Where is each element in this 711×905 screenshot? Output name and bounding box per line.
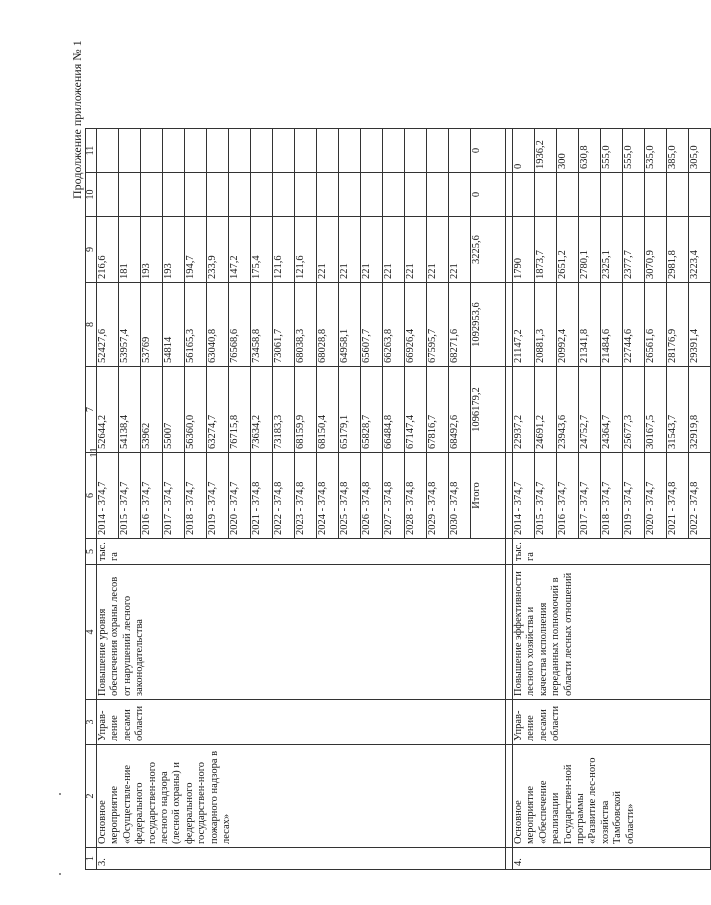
regional-budget-cell: 68271,6 [449, 283, 471, 367]
extra-budget-cell: 1936,2 [535, 129, 557, 173]
total-label: Итого [471, 453, 506, 539]
total-cost-cell: 68159,9 [295, 367, 317, 453]
regional-budget-cell: 56165,3 [185, 283, 207, 367]
local-budget-cell [667, 173, 689, 217]
column-number-6: 6 [86, 453, 97, 539]
regional-budget-cell: 64958,1 [339, 283, 361, 367]
local-budget-cell [557, 173, 579, 217]
total-cost-cell: 73183,3 [273, 367, 295, 453]
period-area-cell: 2014 - 374,7 [513, 453, 535, 539]
local-budget-cell [185, 173, 207, 217]
federal-budget-cell: 194,7 [185, 217, 207, 283]
extra-budget-cell [449, 129, 471, 173]
regional-budget-cell: 21341,8 [579, 283, 601, 367]
total-cost-cell: 24691,2 [535, 367, 557, 453]
extra-budget-cell [339, 129, 361, 173]
local-budget-cell [623, 173, 645, 217]
local-budget-cell [339, 173, 361, 217]
executor-name: Управ-ление лесами области [513, 700, 711, 745]
regional-budget-cell: 53769 [141, 283, 163, 367]
total-cost-cell: 56360,0 [185, 367, 207, 453]
column-number-5: 5 [86, 539, 97, 565]
local-budget-cell [119, 173, 141, 217]
period-area-cell: 2027 - 374,8 [383, 453, 405, 539]
extra-budget-cell [163, 129, 185, 173]
extra-budget-cell [317, 129, 339, 173]
column-number-8: 8 [86, 283, 97, 367]
divider-cell [506, 565, 513, 700]
extra-budget-cell: 300 [557, 129, 579, 173]
regional-budget-cell: 21147,2 [513, 283, 535, 367]
regional-budget-cell: 20881,3 [535, 283, 557, 367]
federal-budget-cell: 221 [361, 217, 383, 283]
regional-budget-cell: 65607,7 [361, 283, 383, 367]
divider-cell [506, 129, 513, 173]
row-number: 4. [513, 848, 711, 870]
federal-budget-cell: 216,6 [97, 217, 119, 283]
extra-budget-cell [427, 129, 449, 173]
divider-cell [506, 539, 513, 565]
period-area-cell: 2021 - 374,8 [251, 453, 273, 539]
period-area-cell: 2022 - 374,8 [273, 453, 295, 539]
executor-name: Управ-ление лесами области [97, 700, 506, 745]
period-area-cell: 2029 - 374,8 [427, 453, 449, 539]
total-cost-cell: 73634,2 [251, 367, 273, 453]
federal-budget-cell: 175,4 [251, 217, 273, 283]
local-budget-cell [405, 173, 427, 217]
scan-speck [59, 873, 61, 875]
federal-budget-cell: 2780,1 [579, 217, 601, 283]
total-cost-cell: 25677,3 [623, 367, 645, 453]
extra-budget-cell: 630,8 [579, 129, 601, 173]
total-cost-cell: 54138,4 [119, 367, 141, 453]
period-area-cell: 2028 - 374,8 [405, 453, 427, 539]
regional-budget-cell: 26561,6 [645, 283, 667, 367]
total-cost-cell: 24364,7 [601, 367, 623, 453]
column-number-9: 9 [86, 217, 97, 283]
divider-cell [506, 848, 513, 870]
federal-budget-cell: 3225,6 [471, 217, 506, 283]
local-budget-cell [427, 173, 449, 217]
federal-budget-cell: 193 [141, 217, 163, 283]
total-cost-cell: 30167,5 [645, 367, 667, 453]
federal-budget-cell: 2651,2 [557, 217, 579, 283]
period-area-cell: 2018 - 374,7 [601, 453, 623, 539]
federal-budget-cell: 3223,4 [689, 217, 711, 283]
period-area-cell: 2026 - 374,8 [361, 453, 383, 539]
period-area-cell: 2017 - 374,7 [579, 453, 601, 539]
regional-budget-cell: 28176,9 [667, 283, 689, 367]
local-budget-cell [317, 173, 339, 217]
total-cost-cell: 76715,8 [229, 367, 251, 453]
federal-budget-cell: 2325,1 [601, 217, 623, 283]
local-budget-cell: 0 [471, 173, 506, 217]
total-cost-cell: 32919,8 [689, 367, 711, 453]
extra-budget-cell: 385,0 [667, 129, 689, 173]
column-number-2: 2 [86, 745, 97, 848]
scan-speck [59, 793, 61, 795]
regional-budget-cell: 53957,4 [119, 283, 141, 367]
column-number-4: 4 [86, 565, 97, 700]
regional-budget-cell: 73458,8 [251, 283, 273, 367]
federal-budget-cell: 121,6 [295, 217, 317, 283]
column-number-1: 1 [86, 848, 97, 870]
unit-label: тыс. га [97, 539, 506, 565]
federal-budget-cell: 221 [427, 217, 449, 283]
extra-budget-cell [361, 129, 383, 173]
column-number-10: 10 [86, 173, 97, 217]
regional-budget-cell: 66926,4 [405, 283, 427, 367]
local-budget-cell [579, 173, 601, 217]
local-budget-cell [97, 173, 119, 217]
extra-budget-cell [97, 129, 119, 173]
federal-budget-cell: 1873,7 [535, 217, 557, 283]
indicator-description: Повышение эффективности лесного хозяйства и качества исполнения переданных полномочий в области лесных отношений [513, 565, 711, 700]
total-cost-cell: 67147,4 [405, 367, 427, 453]
local-budget-cell [163, 173, 185, 217]
local-budget-cell [601, 173, 623, 217]
total-cost-cell: 67816,7 [427, 367, 449, 453]
federal-budget-cell: 181 [119, 217, 141, 283]
column-number-3: 3 [86, 700, 97, 745]
local-budget-cell [645, 173, 667, 217]
period-area-cell: 2025 - 374,8 [339, 453, 361, 539]
local-budget-cell [273, 173, 295, 217]
extra-budget-cell: 535,0 [645, 129, 667, 173]
extra-budget-cell: 555,0 [623, 129, 645, 173]
period-area-cell: 2019 - 374,7 [623, 453, 645, 539]
federal-budget-cell: 221 [449, 217, 471, 283]
divider-cell [506, 453, 513, 539]
regional-budget-cell: 20992,4 [557, 283, 579, 367]
regional-budget-cell: 54814 [163, 283, 185, 367]
table-row [97, 129, 119, 870]
federal-budget-cell: 221 [383, 217, 405, 283]
extra-budget-cell [119, 129, 141, 173]
column-number-11: 11 [86, 129, 97, 173]
local-budget-cell [251, 173, 273, 217]
total-cost-cell: 68492,6 [449, 367, 471, 453]
section-3-rows [97, 129, 506, 870]
regional-budget-cell: 63040,8 [207, 283, 229, 367]
regional-budget-cell: 1092953,6 [471, 283, 506, 367]
divider-cell [506, 283, 513, 367]
total-cost-cell: 52644,2 [97, 367, 119, 453]
local-budget-cell [207, 173, 229, 217]
federal-budget-cell: 221 [405, 217, 427, 283]
divider-cell [506, 700, 513, 745]
total-cost-cell: 65828,7 [361, 367, 383, 453]
regional-budget-cell: 68038,3 [295, 283, 317, 367]
section-4-rows [506, 129, 711, 870]
local-budget-cell [141, 173, 163, 217]
local-budget-cell [449, 173, 471, 217]
extra-budget-cell: 0 [513, 129, 535, 173]
extra-budget-cell [383, 129, 405, 173]
divider-cell [506, 173, 513, 217]
extra-budget-cell [185, 129, 207, 173]
period-area-cell: 2018 - 374,7 [185, 453, 207, 539]
total-cost-cell: 23943,6 [557, 367, 579, 453]
divider-cell [506, 217, 513, 283]
federal-budget-cell: 2377,7 [623, 217, 645, 283]
period-area-cell: 2024 - 374,8 [317, 453, 339, 539]
regional-budget-cell: 67595,7 [427, 283, 449, 367]
section-divider [506, 129, 513, 870]
total-cost-cell: 65179,1 [339, 367, 361, 453]
local-budget-cell [689, 173, 711, 217]
regional-budget-cell: 29391,4 [689, 283, 711, 367]
local-budget-cell [535, 173, 557, 217]
federal-budget-cell: 121,6 [273, 217, 295, 283]
regional-budget-cell: 68028,8 [317, 283, 339, 367]
regional-budget-cell: 76568,6 [229, 283, 251, 367]
extra-budget-cell [207, 129, 229, 173]
indicator-description: Повышение уровня обеспечения охраны лесов от нарушений лесного законодательства [97, 565, 506, 700]
page-number: 11 [88, 447, 100, 458]
period-area-cell: 2020 - 374,7 [229, 453, 251, 539]
local-budget-cell [513, 173, 535, 217]
extra-budget-cell [251, 129, 273, 173]
total-cost-cell: 63274,7 [207, 367, 229, 453]
period-area-cell: 2019 - 374,7 [207, 453, 229, 539]
total-cost-cell: 24752,7 [579, 367, 601, 453]
column-number-row [86, 129, 97, 870]
federal-budget-cell: 233,9 [207, 217, 229, 283]
federal-budget-cell: 2981,8 [667, 217, 689, 283]
activity-name: Основное мероприятие «Обеспечение реализации Государствен-ной программы «Развитие лес-ного хозяйства Тамбовской области» [513, 745, 711, 848]
unit-label: тыс. га [513, 539, 711, 565]
extra-budget-cell [295, 129, 317, 173]
period-area-cell: 2030 - 374,8 [449, 453, 471, 539]
period-area-cell: 2015 - 374,7 [535, 453, 557, 539]
period-area-cell: 2023 - 374,8 [295, 453, 317, 539]
federal-budget-cell: 147,2 [229, 217, 251, 283]
appendix-caption: Продолжение приложения № 1 [70, 40, 84, 199]
local-budget-cell [383, 173, 405, 217]
regional-budget-cell: 73061,7 [273, 283, 295, 367]
local-budget-cell [229, 173, 251, 217]
divider-cell [506, 367, 513, 453]
extra-budget-cell: 555,0 [601, 129, 623, 173]
federal-budget-cell: 221 [339, 217, 361, 283]
total-cost-cell: 66484,8 [383, 367, 405, 453]
federal-budget-cell: 3070,9 [645, 217, 667, 283]
period-area-cell: 2022 - 374,8 [689, 453, 711, 539]
extra-budget-cell [141, 129, 163, 173]
regional-budget-cell: 52427,6 [97, 283, 119, 367]
regional-budget-cell: 66263,8 [383, 283, 405, 367]
total-cost-cell: 31543,7 [667, 367, 689, 453]
appendix-table [85, 128, 711, 870]
regional-budget-cell: 21484,6 [601, 283, 623, 367]
total-cost-cell: 22937,2 [513, 367, 535, 453]
column-number-7: 7 [86, 367, 97, 453]
period-area-cell: 2020 - 374,7 [645, 453, 667, 539]
extra-budget-cell: 305,0 [689, 129, 711, 173]
total-cost-cell: 55007 [163, 367, 185, 453]
table-row [513, 129, 535, 870]
regional-budget-cell: 22744,6 [623, 283, 645, 367]
period-area-cell: 2016 - 374,7 [557, 453, 579, 539]
federal-budget-cell: 193 [163, 217, 185, 283]
federal-budget-cell: 1790 [513, 217, 535, 283]
federal-budget-cell: 221 [317, 217, 339, 283]
period-area-cell: 2014 - 374,7 [97, 453, 119, 539]
extra-budget-cell: 0 [471, 129, 506, 173]
local-budget-cell [295, 173, 317, 217]
divider-cell [506, 745, 513, 848]
extra-budget-cell [273, 129, 295, 173]
activity-name: Основное мероприятие «Осуществле-ние федерального государствен-ного лесного надзора (лесной охраны) и федерального государствен-ного пожарного надзора в лесах» [97, 745, 506, 848]
total-cost-cell: 53962 [141, 367, 163, 453]
total-cost-cell: 1096179,2 [471, 367, 506, 453]
extra-budget-cell [405, 129, 427, 173]
local-budget-cell [361, 173, 383, 217]
total-cost-cell: 68150,4 [317, 367, 339, 453]
row-number: 3. [97, 848, 506, 870]
extra-budget-cell [229, 129, 251, 173]
period-area-cell: 2017 - 374,7 [163, 453, 185, 539]
period-area-cell: 2015 - 374,7 [119, 453, 141, 539]
period-area-cell: 2021 - 374,8 [667, 453, 689, 539]
period-area-cell: 2016 - 374,7 [141, 453, 163, 539]
